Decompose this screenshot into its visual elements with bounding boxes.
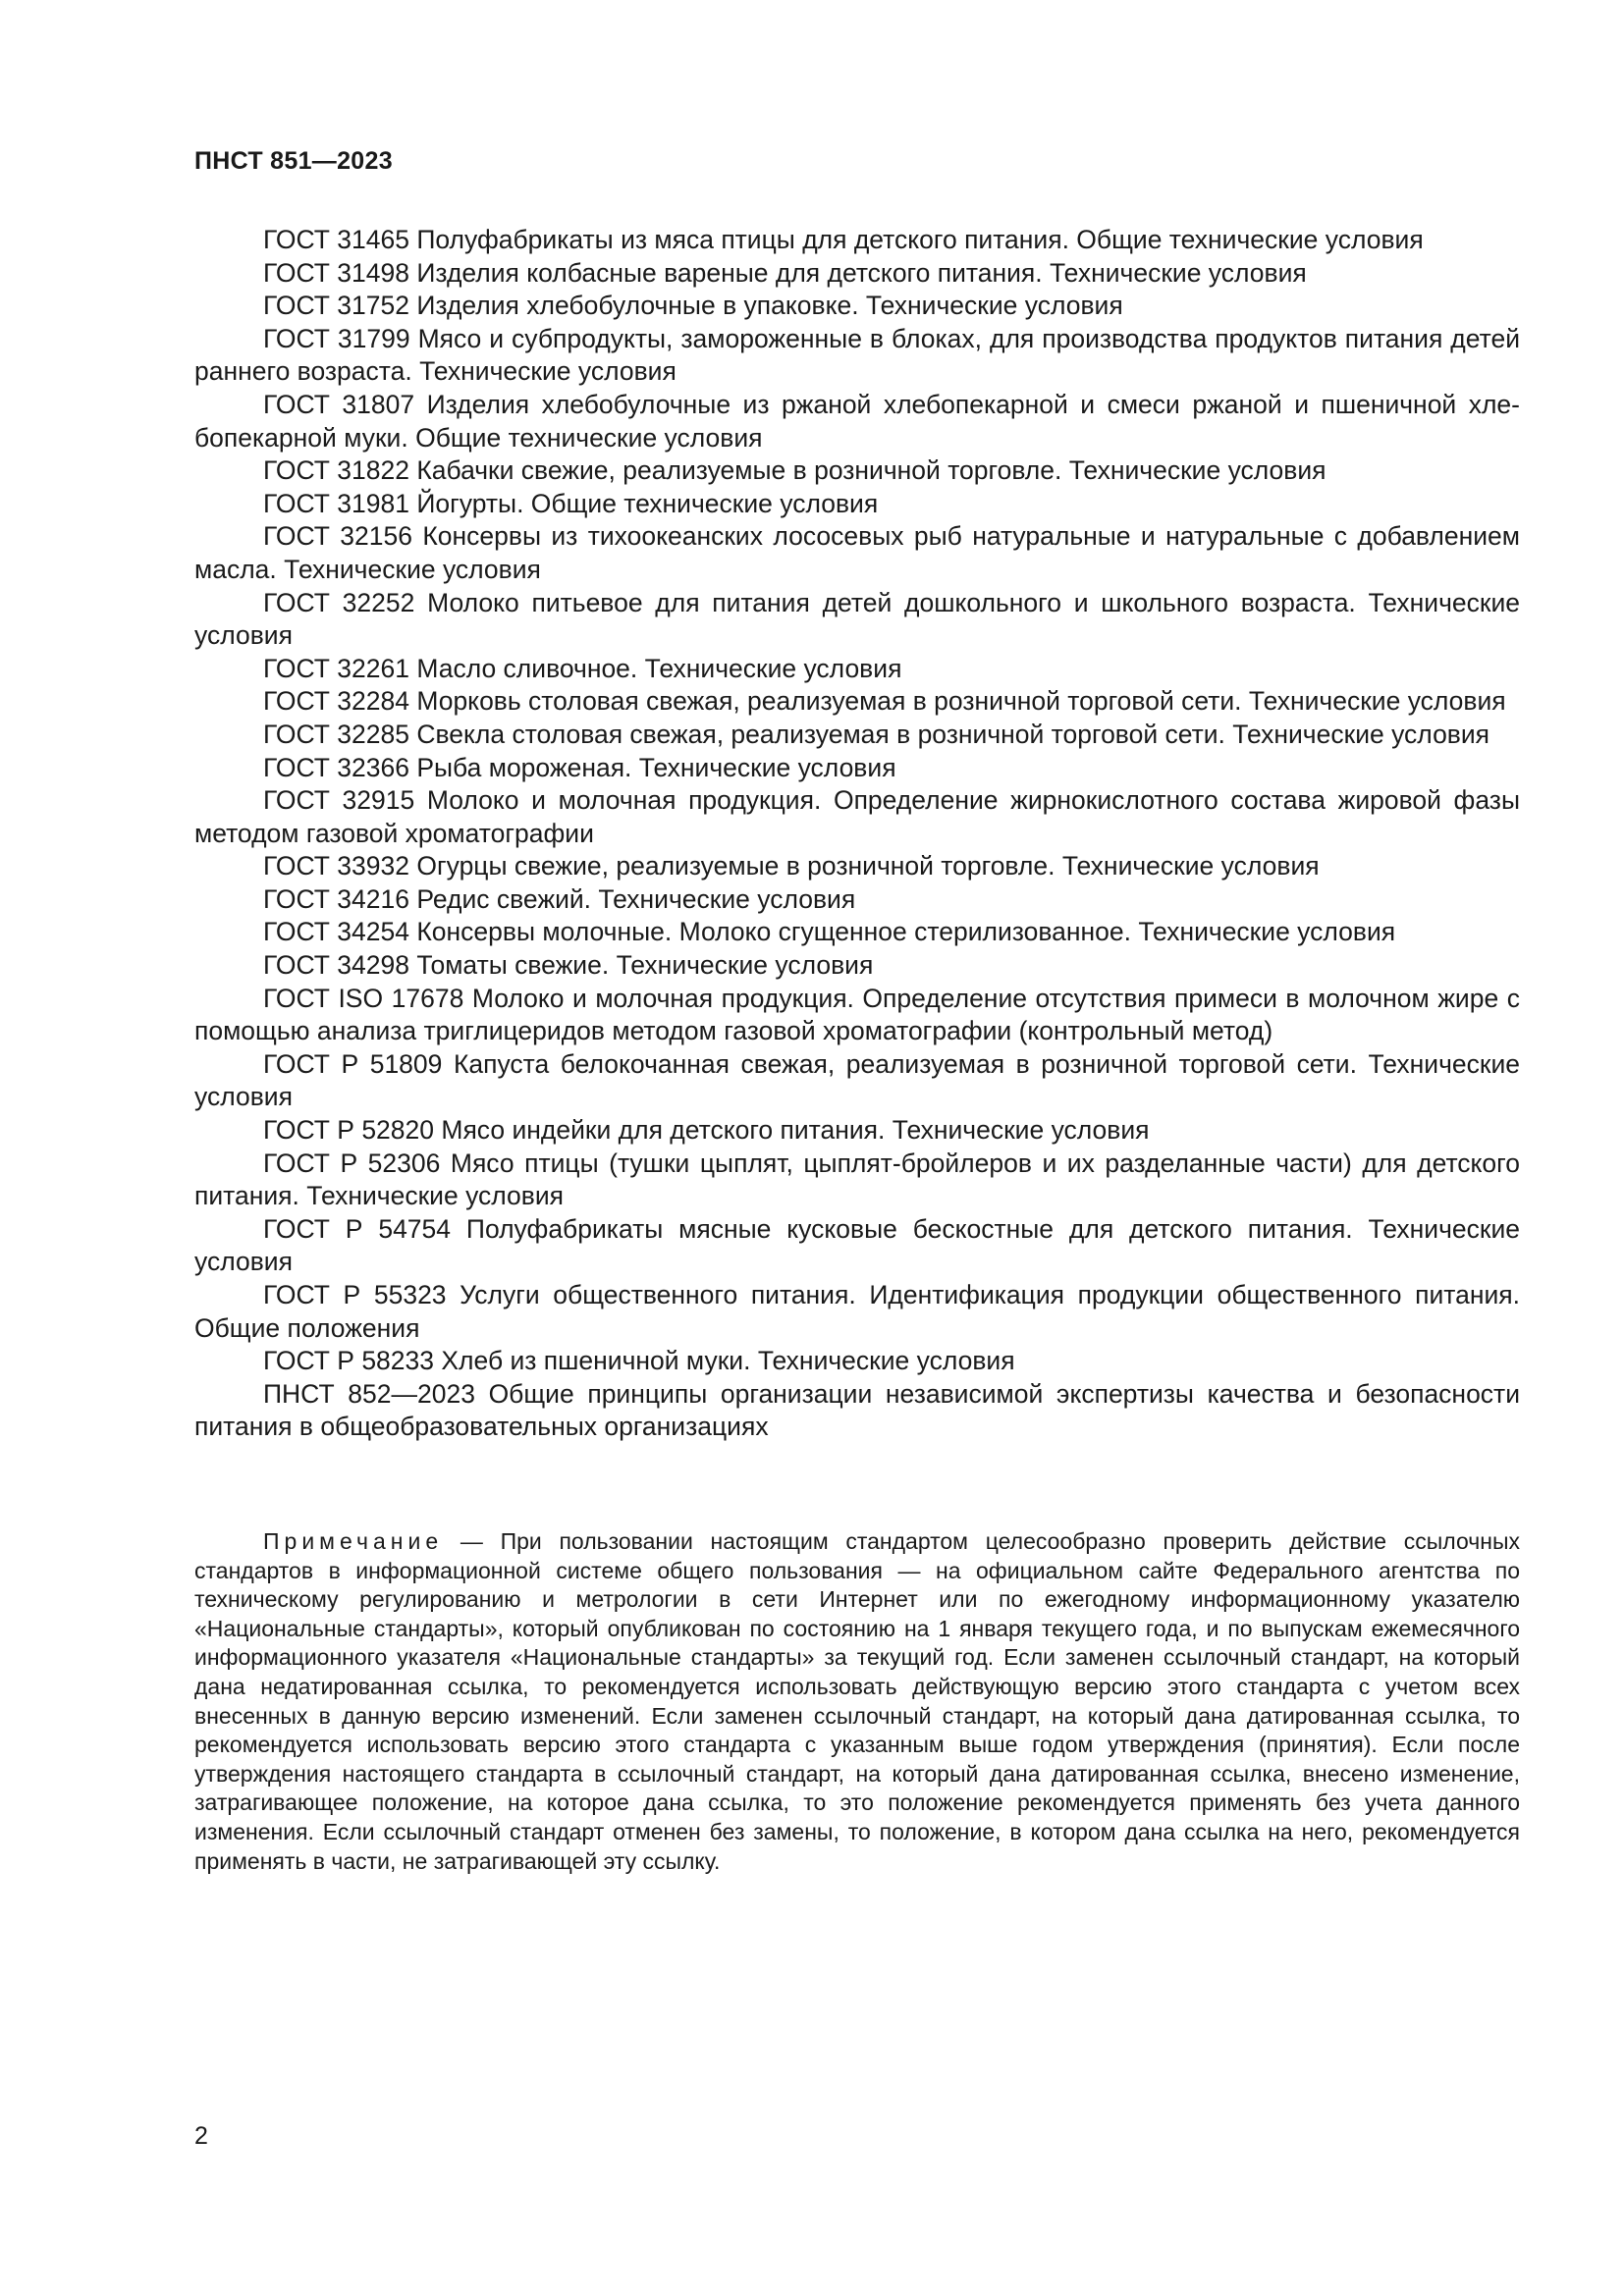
reference-item: ГОСТ 31822 Кабачки свежие, реализуемые в розничной торговле. Технические условия — [263, 455, 1326, 486]
note-paragraph — [194, 1527, 1520, 1876]
reference-item: ГОСТ 34298 Томаты свежие. Технические условия — [263, 950, 874, 981]
reference-item: ГОСТ Р 51809 Капуста белокочанная свежая, реализуемая в розничной торговой сети. Технические условия — [194, 1048, 1520, 1112]
page-number: 2 — [194, 2122, 208, 2150]
reference-item: ГОСТ 31752 Изделия хлебобулочные в упаковке. Технические условия — [263, 291, 1123, 321]
reference-item: ПНСТ 852—2023 Общие принципы организации независимой экспертизы качества и безопасности питания в общеобразовательных организациях — [194, 1378, 1520, 1442]
reference-item: ГОСТ 32252 Молоко питьевое для питания детей дошкольного и школьного возраста. Технические условия — [194, 587, 1520, 651]
reference-item: ГОСТ Р 54754 Полуфабрикаты мясные кусковые бескостные для детского питания. Технические условия — [194, 1213, 1520, 1277]
reference-item: ГОСТ 33932 Огурцы свежие, реализуемые в розничной торговле. Технические условия — [263, 851, 1320, 881]
reference-item: ГОСТ Р 52306 Мясо птицы (тушки цыплят, цыплят-бройлеров и их разделанные части) для детского питания. Технические условия — [194, 1148, 1520, 1211]
document-code-header: ПНСТ 851—2023 — [194, 147, 393, 175]
reference-item: ГОСТ 31981 Йогурты. Общие технические условия — [263, 488, 879, 518]
reference-item: ГОСТ 34254 Консервы молочные. Молоко сгущенное стерилизованное. Технические условия — [263, 917, 1396, 947]
note-label: Примечание — [263, 1528, 444, 1554]
reference-item: ГОСТ 32285 Свекла столовая свежая, реализуемая в розничной торговой сети. Технические условия — [263, 719, 1490, 749]
reference-item: ГОСТ ISO 17678 Молоко и молочная продукция. Определение отсутствия примеси в молочном жире с помощью анализа триглицеридов методом газовой хроматографии (контрольный метод) — [194, 983, 1520, 1046]
reference-item: ГОСТ 31799 Мясо и субпродукты, замороженные в блоках, для производства продуктов питания детей раннего возраста. Технические условия — [194, 323, 1520, 387]
note-text: — При пользовании настоящим стандартом целесообразно проверить действие ссылочных стандартов в информационной системе общего пользования — на официальном сайте Федерального агентства по техническому регулированию и метрологии в сети Интернет или по ежегодному информационному указателю «Национальные стандарты», который опубликован по состоянию на 1 января текущего года, и по выпускам ежемесячного информационного указателя «Национальные стандарты» за текущий год. Если заменен ссылочный стандарт, на который дана недатированная ссылка, то рекомендуется использовать действующую версию этого стандарта с учетом всех внесенных в данную версию изменений. Если заменен ссылочный стандарт, на который дана датированная ссылка, то рекомендуется использовать версию этого стандарта с указанным выше годом утверждения (принятия). Если после утверждения настоящего стандарта в ссылочный стандарт, на который дана датированная ссылка, внесено изменение, затрагивающее положение, на которое дана ссылка, то это положение рекомендуется применять без учета данного изменения. Если ссылочный стандарт отменен без замены, то положение, в котором дана ссылка на него, рекомендуется применять в части, не затрагивающей эту ссылку. — [194, 1528, 1520, 1874]
reference-item: ГОСТ Р 58233 Хлеб из пшеничной муки. Технические условия — [263, 1346, 1015, 1376]
reference-item: ГОСТ Р 52820 Мясо индейки для детского питания. Технические условия — [263, 1115, 1150, 1146]
reference-item: ГОСТ 34216 Редис свежий. Технические условия — [263, 883, 856, 914]
reference-item: ГОСТ 32915 Молоко и молочная продукция. Определение жирнокислотного состава жировой фазы методом газовой хроматографии — [194, 785, 1520, 848]
reference-item: ГОСТ 31807 Изделия хлебобулочные из ржаной хлебопекарной и смеси ржаной и пшеничной хлебопекарной муки. Общие технические условия — [194, 389, 1520, 453]
reference-item: ГОСТ 31465 Полуфабрикаты из мяса птицы для детского питания. Общие технические условия — [263, 225, 1424, 254]
reference-item: ГОСТ 32284 Морковь столовая свежая, реализуемая в розничной торговой сети. Технические условия — [263, 686, 1506, 717]
reference-item: ГОСТ 32156 Консервы из тихоокеанских лососевых рыб натуральные и натуральные с добавлением масла. Технические условия — [194, 521, 1520, 584]
reference-item: ГОСТ 32261 Масло сливочное. Технические условия — [263, 653, 902, 683]
reference-item: ГОСТ Р 55323 Услуги общественного питания. Идентификация продукции общественного питания. Общие положения — [194, 1280, 1520, 1343]
reference-item: ГОСТ 32366 Рыба мороженая. Технические условия — [263, 752, 896, 782]
reference-item: ГОСТ 31498 Изделия колбасные вареные для детского питания. Технические условия — [263, 257, 1307, 288]
normative-references-list — [194, 224, 1520, 1444]
